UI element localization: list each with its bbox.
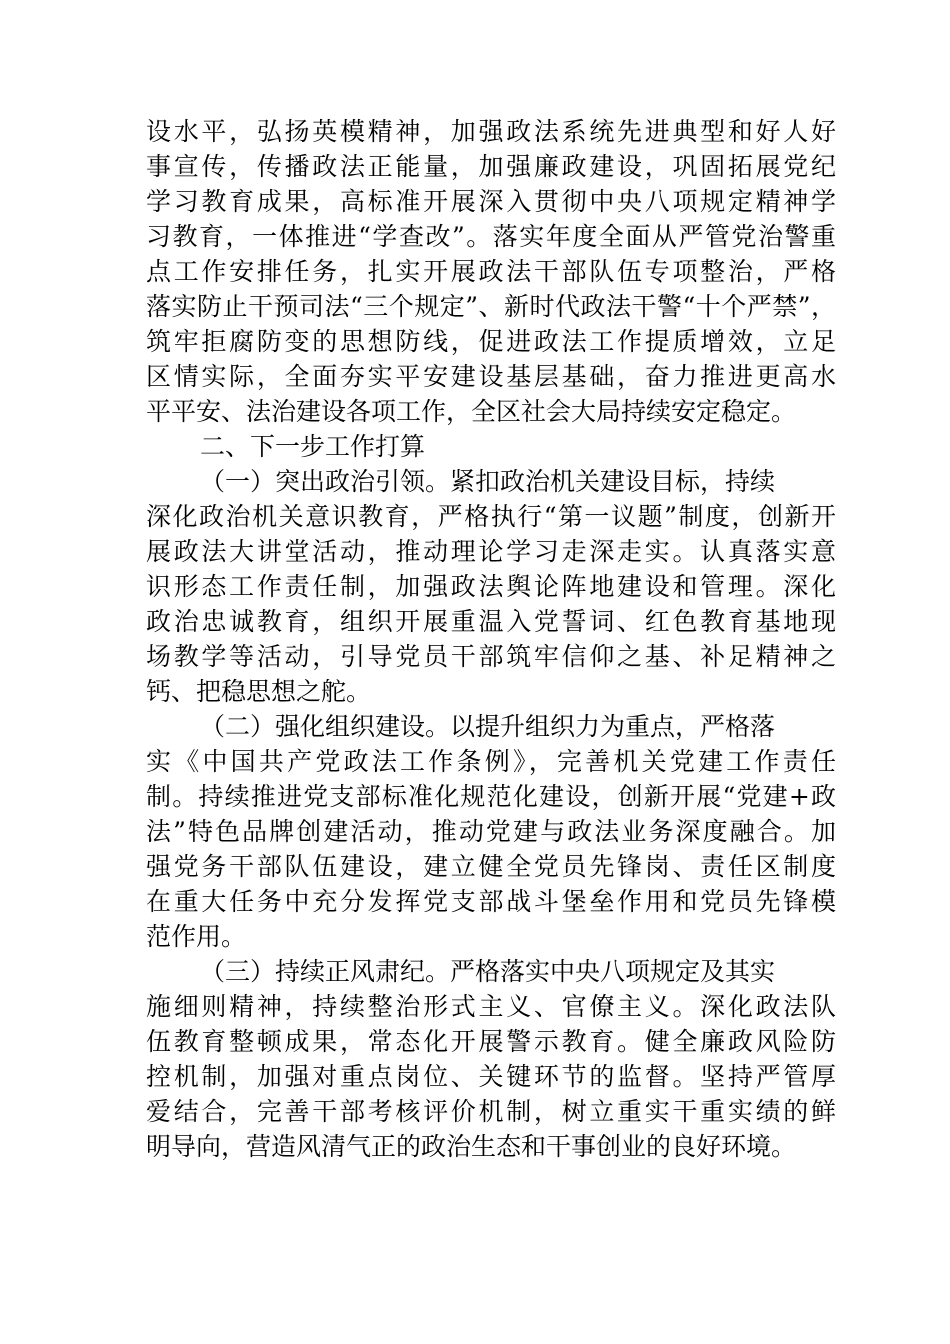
text-line: 钙、把稳思想之舵。 — [146, 677, 372, 706]
text-line: 控机制，加强对重点岗位、关键环节的监督。坚持严管厚 — [146, 1062, 836, 1091]
text-line: 点工作安排任务，扎实开展政法干部队伍专项整治，严格 — [146, 257, 836, 286]
text-line: 伍教育整顿成果，常态化开展警示教育。健全廉政风险防 — [146, 1027, 836, 1056]
section-heading: 二、下一步工作打算 — [200, 432, 426, 461]
text-line: 在重大任务中充分发挥党支部战斗堡垒作用和党员先锋模 — [146, 887, 836, 916]
text-line: 识形态工作责任制，加强政法舆论阵地建设和管理。深化 — [146, 572, 836, 601]
text-line: 范作用。 — [146, 922, 247, 951]
text-line: 筑牢拒腐防变的思想防线，促进政法工作提质增效，立足 — [146, 327, 836, 356]
body-text — [146, 114, 836, 1164]
paragraph-lead-line: （三）持续正风肃纪。严格落实中央八项规定及其实 — [200, 957, 776, 986]
text-line: 施细则精神，持续整治形式主义、官僚主义。深化政法队 — [146, 992, 836, 1021]
paragraph-lead-line: （一）突出政治引领。紧扣政治机关建设目标，持续 — [200, 467, 776, 496]
text-line: 习教育，一体推进“学查改”。落实年度全面从严管党治警重 — [146, 222, 836, 251]
text-line: 平平安、法治建设各项工作，全区社会大局持续安定稳定。 — [146, 397, 797, 426]
text-line: 政治忠诚教育，组织开展重温入党誓词、红色教育基地现 — [146, 607, 836, 636]
text-line: 深化政治机关意识教育，严格执行“第一议题”制度，创新开 — [146, 502, 836, 531]
text-line: 学习教育成果，高标准开展深入贯彻中央八项规定精神学 — [146, 187, 836, 216]
text-line: 落实防止干预司法“三个规定”、新时代政法干警“十个严禁”， — [146, 292, 836, 321]
paragraph-lead-line: （二）强化组织建设。以提升组织力为重点，严格落 — [200, 712, 776, 741]
text-line: 强党务干部队伍建设，建立健全党员先锋岗、责任区制度 — [146, 852, 836, 881]
text-line: 设水平，弘扬英模精神，加强政法系统先进典型和好人好 — [146, 117, 836, 146]
text-line: 制。持续推进党支部标准化规范化建设，创新开展“党建+政 — [146, 782, 836, 811]
text-line: 事宣传，传播政法正能量，加强廉政建设，巩固拓展党纪 — [146, 152, 836, 181]
text-line: 爱结合，完善干部考核评价机制，树立重实干重实绩的鲜 — [146, 1097, 836, 1126]
text-line: 场教学等活动，引导党员干部筑牢信仰之基、补足精神之 — [146, 642, 836, 671]
text-line: 实《中国共产党政法工作条例》，完善机关党建工作责任 — [146, 747, 836, 776]
text-line: 法”特色品牌创建活动，推动党建与政法业务深度融合。加 — [146, 817, 836, 846]
text-line: 明导向，营造风清气正的政治生态和干事创业的良好环境。 — [146, 1132, 797, 1161]
text-line: 展政法大讲堂活动，推动理论学习走深走实。认真落实意 — [146, 537, 836, 566]
text-line: 区情实际，全面夯实平安建设基层基础，奋力推进更高水 — [146, 362, 836, 391]
